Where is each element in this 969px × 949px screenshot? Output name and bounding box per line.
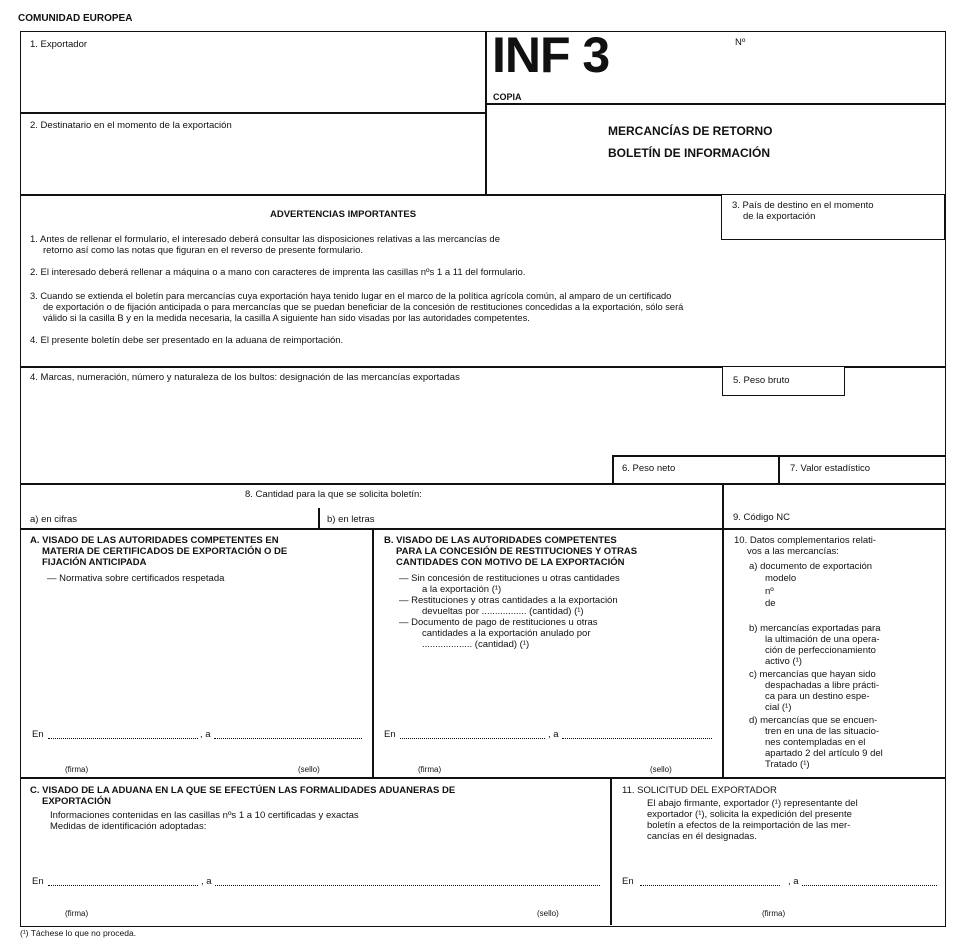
section-c-place-field[interactable] xyxy=(48,877,198,886)
section-b-line1: B. VISADO DE LAS AUTORIDADES COMPETENTES xyxy=(384,535,617,546)
box11-line1: El abajo firmante, exportador (¹) representante del xyxy=(647,798,858,809)
section-c-line2: EXPORTACIÓN xyxy=(42,796,111,807)
section-c-en: En xyxy=(32,876,44,887)
section-b-line2: PARA LA CONCESIÓN DE RESTITUCIONES Y OTRAS xyxy=(396,546,638,557)
destination-label-line2: de la exportación xyxy=(743,211,816,222)
warning-1-line1: 1. Antes de rellenar el formulario, el interesado deberá consultar las disposiciones relativas a las mercancías de xyxy=(30,234,500,245)
form-title-line1: MERCANCÍAS DE RETORNO xyxy=(608,124,773,138)
box11-date-field[interactable] xyxy=(802,877,937,886)
number-label: Nº xyxy=(735,37,746,48)
section-c-line1: C. VISADO DE LA ADUANA EN LA QUE SE EFECTÚEN LAS FORMALIDADES ADUANERAS DE xyxy=(30,785,456,796)
box11-place-field[interactable] xyxy=(640,877,780,886)
section-a-line1: A. VISADO DE LAS AUTORIDADES COMPETENTES EN xyxy=(30,535,279,546)
section-b-item2-line2: devueltas por ................. (cantidad) (¹) xyxy=(422,606,584,617)
box10-a4: de xyxy=(765,598,776,609)
box10-a3: nº xyxy=(765,586,774,597)
statistical-value-label: 7. Valor estadístico xyxy=(790,463,871,474)
section-b-signature: (firma) xyxy=(418,765,442,774)
box10-c2: despachadas a libre prácti- xyxy=(765,680,880,691)
box11-line4: cancías en él designadas. xyxy=(647,831,757,842)
section-b-en: En xyxy=(384,729,396,740)
section-b-item3-line3: ................... (cantidad) (¹) xyxy=(422,639,530,650)
section-a-stamp: (sello) xyxy=(298,765,320,774)
quantity-label: 8. Cantidad para la que se solicita boletín: xyxy=(245,489,422,500)
section-a-item: — Normativa sobre certificados respetada xyxy=(47,573,225,584)
box10-b4: activo (¹) xyxy=(765,656,802,667)
box11-signature: (firma) xyxy=(762,909,786,918)
box10-c4: cial (¹) xyxy=(765,702,792,713)
section-b-place-field[interactable] xyxy=(400,730,545,739)
section-a-line3: FIJACIÓN ANTICIPADA xyxy=(42,557,147,568)
box10-d1: d) mercancías que se encuen- xyxy=(749,715,878,726)
net-weight-label: 6. Peso neto xyxy=(622,463,676,474)
section-b-item3-line1: — Documento de pago de restituciones u otras xyxy=(399,617,598,628)
quantity-words-label: b) en letras xyxy=(327,514,375,525)
section-b-stamp: (sello) xyxy=(650,765,672,774)
gross-weight-box[interactable] xyxy=(722,366,845,396)
section-a-signature: (firma) xyxy=(65,765,89,774)
warning-3-line1: 3. Cuando se extienda el boletín para mercancías cuya exportación haya tenido lugar en el marco de la política agrícola común, al amparo de un certificado xyxy=(30,291,672,301)
section-c-line3: Informaciones contenidas en las casillas nºs 1 a 10 certificadas y exactas xyxy=(50,810,359,821)
box10-c1: c) mercancías que hayan sido xyxy=(749,669,876,680)
quantity-figures-label: a) en cifras xyxy=(30,514,77,525)
box10-b1: b) mercancías exportadas para xyxy=(749,623,881,634)
box10-d3: nes contempladas en el xyxy=(765,737,866,748)
form-title-line2: BOLETÍN DE INFORMACIÓN xyxy=(608,146,770,160)
section-b-item2-line1: — Restituciones y otras cantidades a la exportación xyxy=(399,595,618,606)
warning-2: 2. El interesado deberá rellenar a máquina o a mano con caracteres de imprenta las casillas nºs 1 a 11 del formulario. xyxy=(30,267,526,278)
box10-a1: a) documento de exportación xyxy=(749,561,873,572)
section-c-a: , a xyxy=(201,876,212,887)
warnings-heading: ADVERTENCIAS IMPORTANTES xyxy=(270,209,417,220)
section-a-date-field[interactable] xyxy=(214,730,362,739)
box10-b3: ción de perfeccionamiento xyxy=(765,645,876,656)
copy-label: COPIA xyxy=(493,92,522,102)
section-b-date-field[interactable] xyxy=(562,730,712,739)
box10-line2: vos a las mercancías: xyxy=(747,546,839,557)
warning-3-line2: de exportación o de fijación anticipada o para mercancías que se puedan beneficiar de la concesión de restituciones concedidas a la exportación, sólo será xyxy=(43,302,684,312)
section-b-item1-line2: a la exportación (¹) xyxy=(422,584,502,595)
box11-heading: 11. SOLICITUD DEL EXPORTADOR xyxy=(622,785,777,796)
section-c-signature: (firma) xyxy=(65,909,89,918)
section-a-line2: MATERIA DE CERTIFICADOS DE EXPORTACIÓN O DE xyxy=(42,546,288,557)
warning-3-line3: válido si la casilla B y en la medida necesaria, la casilla A siguiente han sido visadas por las autoridades competentes. xyxy=(43,313,530,323)
box10-b2: la ultimación de una opera- xyxy=(765,634,880,645)
box11-line3: boletín a efectos de la reimportación de las mer- xyxy=(647,820,851,831)
box10-d4: apartado 2 del artículo 9 del xyxy=(765,748,883,759)
box10-a2: modelo xyxy=(765,573,797,584)
section-b-item3-line2: cantidades a la exportación anulado por xyxy=(422,628,591,639)
box11-a: , a xyxy=(788,876,799,887)
destination-country-box[interactable] xyxy=(721,194,945,240)
gross-weight-label: 5. Peso bruto xyxy=(733,375,790,386)
box10-c3: ca para un destino espe- xyxy=(765,691,870,702)
section-b-item1-line1: — Sin concesión de restituciones u otras cantidades xyxy=(399,573,620,584)
box11-line2: exportador (¹), solicita la expedición del presente xyxy=(647,809,852,820)
warning-1-line2: retorno así como las notas que figuran en el reverso de presente formulario. xyxy=(43,245,364,256)
section-b-a: , a xyxy=(548,729,559,740)
box11-en: En xyxy=(622,876,634,887)
section-c-date-field[interactable] xyxy=(215,877,600,886)
section-a-a: , a xyxy=(200,729,211,740)
section-c-line4: Medidas de identificación adoptadas: xyxy=(50,821,207,832)
community-header: COMUNIDAD EUROPEA xyxy=(18,13,133,24)
warning-4: 4. El presente boletín debe ser presentado en la aduana de reimportación. xyxy=(30,335,344,346)
section-c-stamp: (sello) xyxy=(537,909,559,918)
footnote: (¹) Táchese lo que no proceda. xyxy=(20,928,137,938)
goods-description-label: 4. Marcas, numeración, número y naturaleza de los bultos: designación de las mercancías exportadas xyxy=(30,372,460,383)
section-a-place-field[interactable] xyxy=(48,730,198,739)
form-code: INF 3 xyxy=(492,27,610,83)
box10-d5: Tratado (¹) xyxy=(765,759,810,770)
section-a-en: En xyxy=(32,729,44,740)
destination-label-line1: 3. País de destino en el momento xyxy=(732,200,874,211)
box10-d2: tren en una de las situacio- xyxy=(765,726,880,737)
exporter-label: 1. Exportador xyxy=(30,39,88,50)
consignee-label: 2. Destinatario en el momento de la exportación xyxy=(30,120,232,131)
box10-line1: 10. Datos complementarios relati- xyxy=(734,535,877,546)
section-b-line3: CANTIDADES CON MOTIVO DE LA EXPORTACIÓN xyxy=(396,557,625,568)
nc-code-label: 9. Código NC xyxy=(733,512,791,523)
